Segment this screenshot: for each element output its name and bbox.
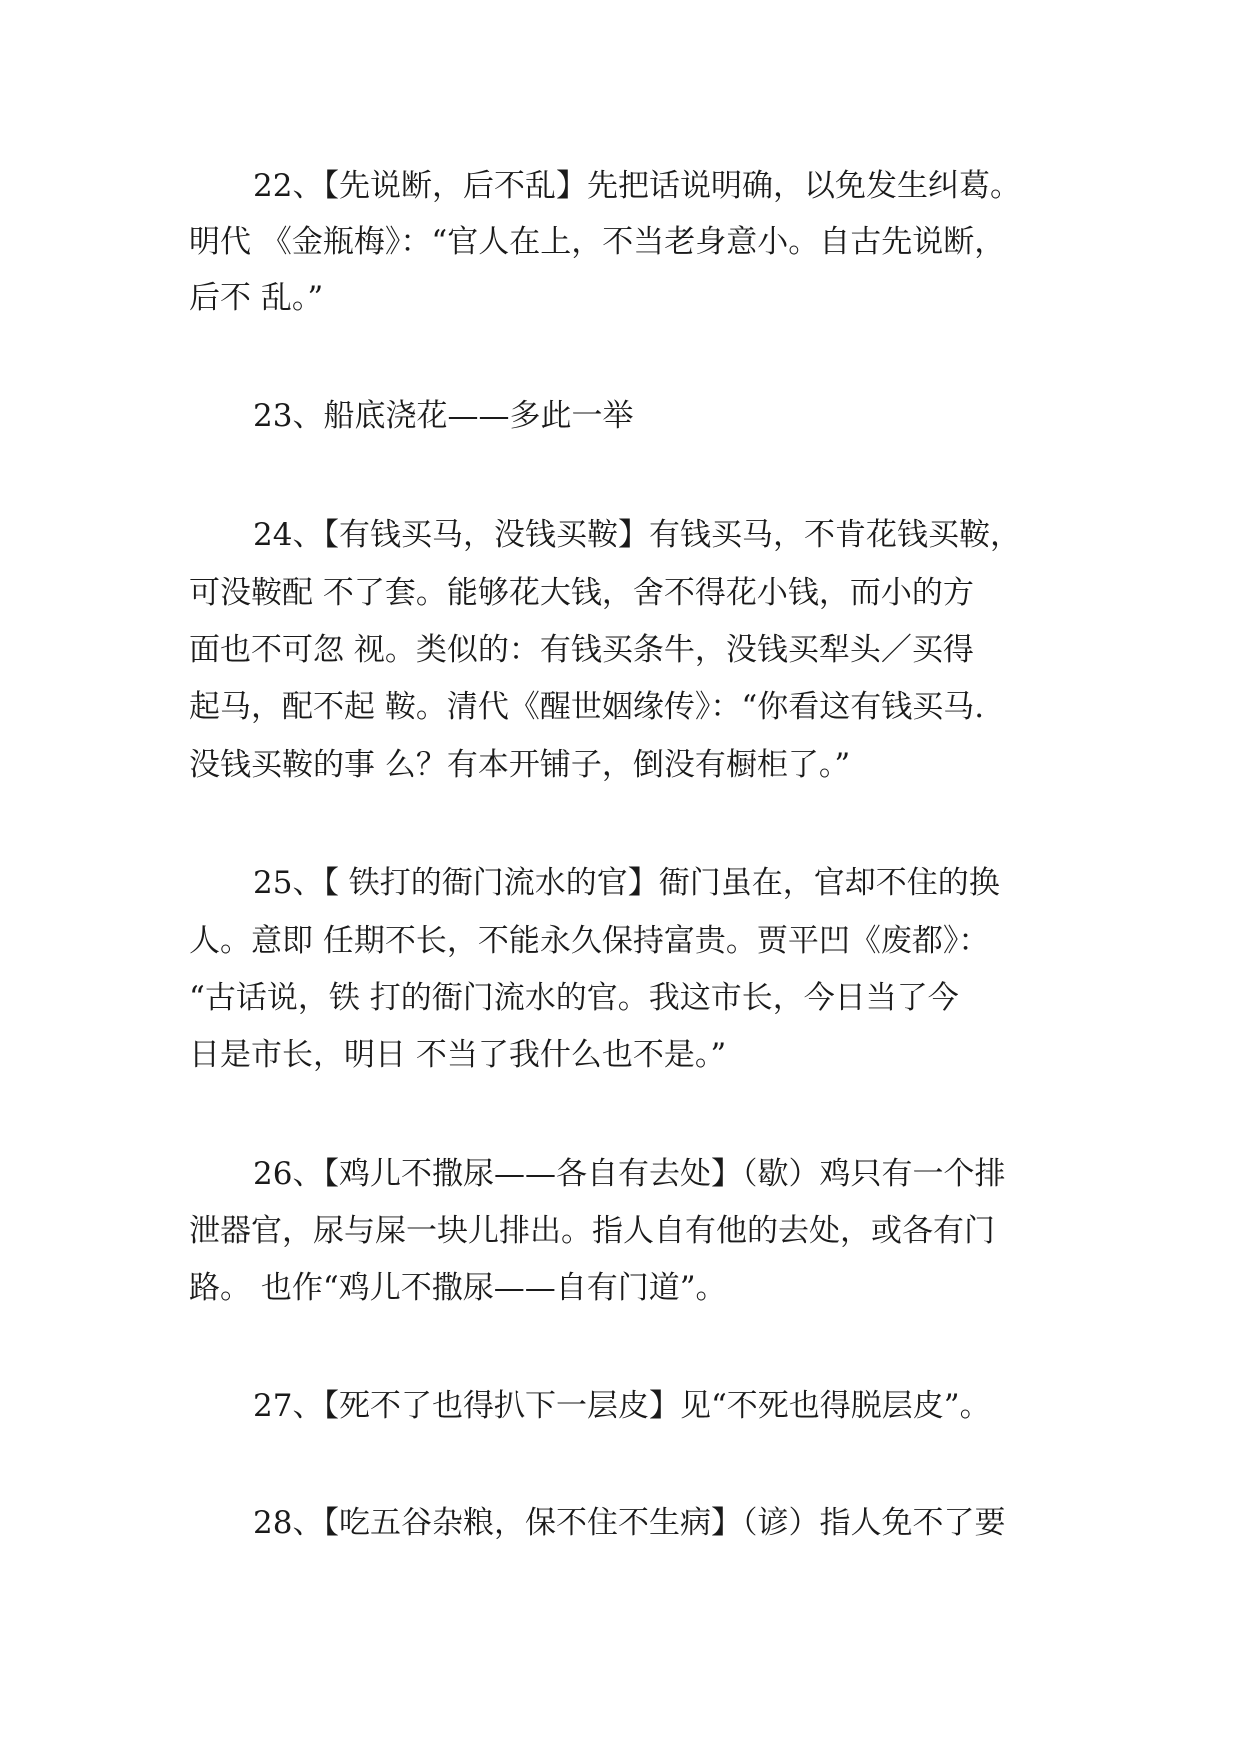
text-line: 日是市长，明日 不当了我什么也不是。”	[189, 1037, 727, 1073]
text-line: 25、【 铁打的衙门流水的官】衙门虽在，官却不住的换	[253, 865, 1000, 901]
text-line: 泄器官，尿与屎一块儿排出。指人自有他的去处，或各有门	[189, 1213, 995, 1249]
text-line: 明代 《金瓶梅》：“官人在上，不当老身意小。自古先说断，	[189, 224, 1006, 260]
text-line: 24、【有钱买马，没钱买鞍】有钱买马，不肯花钱买鞍，	[253, 517, 1021, 553]
text-line: 面也不可忽 视。类似的：有钱买条牛，没钱买犁头／买得	[189, 632, 974, 668]
text-line: 可没鞍配 不了套。能够花大钱，舍不得花小钱，而小的方	[189, 575, 974, 611]
text-line: 23、船底浇花——多此一举	[253, 398, 634, 434]
text-line: 28、【吃五谷杂粮，保不住不生病】（谚）指人免不了要	[253, 1505, 1006, 1541]
text-line: 起马，配不起 鞍。清代《醒世姻缘传》：“你看这有钱买马.	[189, 689, 985, 725]
text-line: 路。 也作“鸡儿不撒尿——自有门道”。	[189, 1270, 727, 1306]
text-line: 没钱买鞍的事 么？有本开铺子，倒没有橱柜了。”	[189, 747, 851, 783]
text-line: 人。意即 任期不长，不能永久保持富贵。贾平凹《废都》：	[189, 923, 990, 959]
text-line: 22、【先说断，后不乱】先把话说明确，以免发生纠葛。	[253, 168, 1021, 204]
text-line: “古话说，铁 打的衙门流水的官。我这市长，今日当了今	[189, 980, 959, 1016]
text-line: 27、【死不了也得扒下一层皮】见“不死也得脱层皮”。	[253, 1388, 991, 1424]
text-line: 26、【鸡儿不撒尿——各自有去处】（歇）鸡只有一个排	[253, 1156, 1006, 1192]
text-line: 后不 乱。”	[189, 280, 324, 316]
